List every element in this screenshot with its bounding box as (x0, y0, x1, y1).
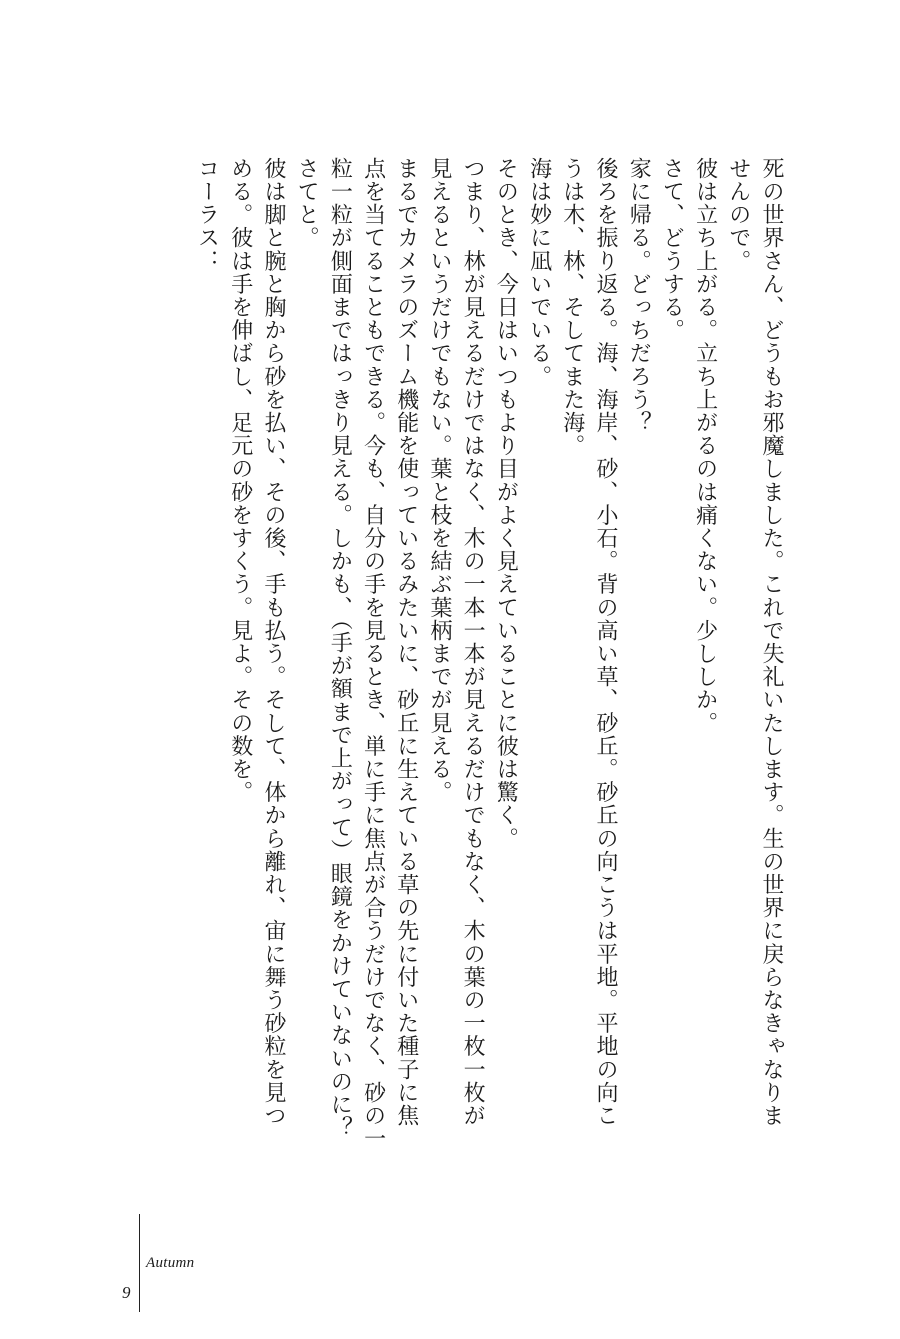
text-line: そのとき、今日はいつもより目がよく見えていることに彼は驚く。 (493, 157, 519, 850)
text-line: 粒一粒が側面まではっきり見える。しかも、（手が額まで上がって）眼鏡をかけていないのに？ (327, 157, 353, 1140)
text-line: 彼は立ち上がる。立ち上がるのは痛くない。少ししか。 (692, 157, 718, 735)
running-title: Autumn (146, 1255, 195, 1271)
text-line: める。彼は手を伸ばし、足元の砂をすくう。見よ。その数を。 (227, 157, 253, 804)
text-line: うは木、林、そしてまた海。 (559, 157, 585, 458)
text-line: さてと。 (294, 157, 320, 250)
text-line: さて、どうする。 (659, 157, 685, 342)
text-line: 家に帰る。どっちだろう？ (626, 157, 652, 435)
text-line: 点を当てることもできる。今も、自分の手を見るとき、単に手に焦点が合うだけでなく、砂の一 (360, 157, 386, 1151)
text-line: 彼は脚と腕と胸から砂を払い、その後、手も払う。そして、体から離れ、宙に舞う砂粒を見つ (260, 157, 286, 1128)
text-line: せんので。 (725, 157, 751, 273)
text-line: まるでカメラのズーム機能を使っているみたいに、砂丘に生えている草の先に付いた種子に焦 (393, 157, 419, 1128)
text-line: 後ろを振り返る。海、海岸、砂、小石。背の高い草、砂丘。砂丘の向こうは平地。平地の向こ (592, 157, 618, 1128)
text-line: つまり、林が見えるだけではなく、木の一本一本が見えるだけでもなく、木の葉の一枚一枚が (460, 157, 486, 1128)
text-line: 死の世界さん、どうもお邪魔しました。これで失礼いたします。生の世界に戻らなきゃなりま (759, 157, 784, 1128)
text-line: コーラス： (194, 157, 220, 273)
text-line: 見えるというだけでもない。葉と枝を結ぶ葉柄までが見える。 (426, 157, 452, 804)
body-text (190, 157, 788, 1179)
footer-divider (139, 1214, 140, 1312)
text-line: 海は妙に凪いでいる。 (526, 157, 552, 388)
page-number: 9 (122, 1283, 131, 1302)
